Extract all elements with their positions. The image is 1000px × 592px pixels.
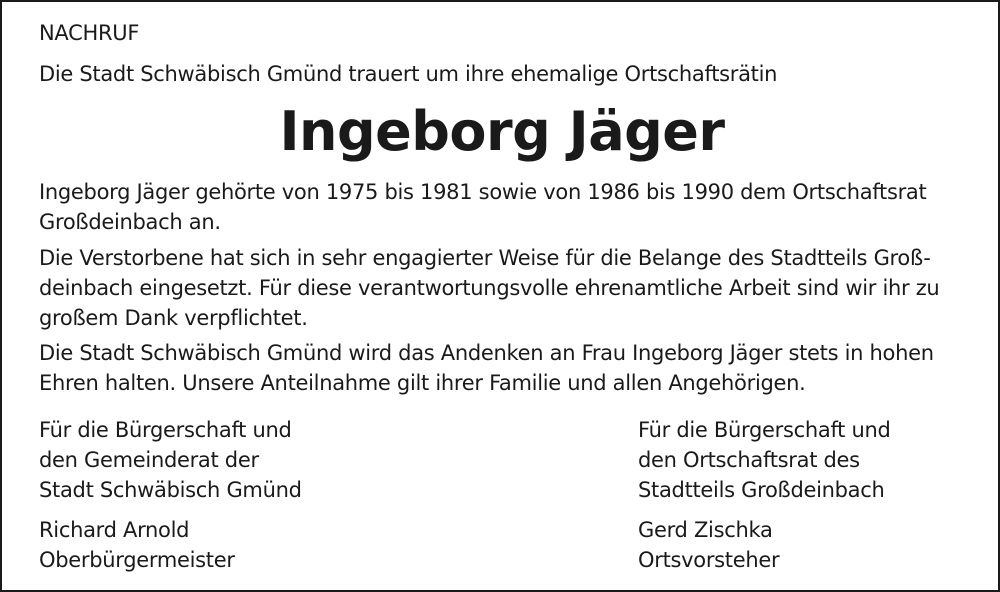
paragraph-service [39,177,969,237]
signatory-org-line: Stadt Schwäbisch Gmünd [39,478,302,502]
signatory-left-person [39,515,235,575]
notice-label: NACHRUF [39,21,140,45]
signatory-org-line: den Ortschaftsrat des [638,448,860,472]
notice-subtitle: Die Stadt Schwäbisch Gmünd trauert um ihre ehemalige Ortschaftsrätin [39,62,778,86]
signatory-org-line: Für die Bürgerschaft und [39,418,292,442]
signatory-org-line: den Gemeinderat der [39,448,259,472]
paragraph-line: Ehren halten. Unsere Anteilnahme gilt ihrer Familie und allen Angehörigen. [39,371,806,395]
deceased-name: Ingeborg Jäger [279,100,725,163]
signatory-name: Gerd Zischka [638,518,773,542]
signatory-org-line: Stadtteils Großdeinbach [638,478,885,502]
paragraph-line: großem Dank verpflichtet. [39,306,308,330]
signatory-left-organization [39,415,302,505]
paragraph-engagement [39,243,969,333]
paragraph-line: Die Verstorbene hat sich in sehr engagierter Weise für die Belange des Stadtteils Groß- [39,246,931,270]
paragraph-line: Ingeborg Jäger gehörte von 1975 bis 1981 sowie von 1986 bis 1990 dem Ortschaftsrat [39,180,927,204]
signatory-org-line: Für die Bürgerschaft und [638,418,891,442]
signatory-title: Oberbürgermeister [39,548,235,572]
paragraph-line: Die Stadt Schwäbisch Gmünd wird das Andenken an Frau Ingeborg Jäger stets in hohen [39,341,934,365]
signatory-name: Richard Arnold [39,518,190,542]
signatory-title: Ortsvorsteher [638,548,780,572]
paragraph-line: Großdeinbach an. [39,210,221,234]
signatory-right-organization [638,415,891,505]
signatory-right-person [638,515,779,575]
paragraph-line: deinbach eingesetzt. Für diese verantwortungsvolle ehrenamtliche Arbeit sind wir ihr zu [39,276,940,300]
paragraph-condolence [39,338,969,398]
